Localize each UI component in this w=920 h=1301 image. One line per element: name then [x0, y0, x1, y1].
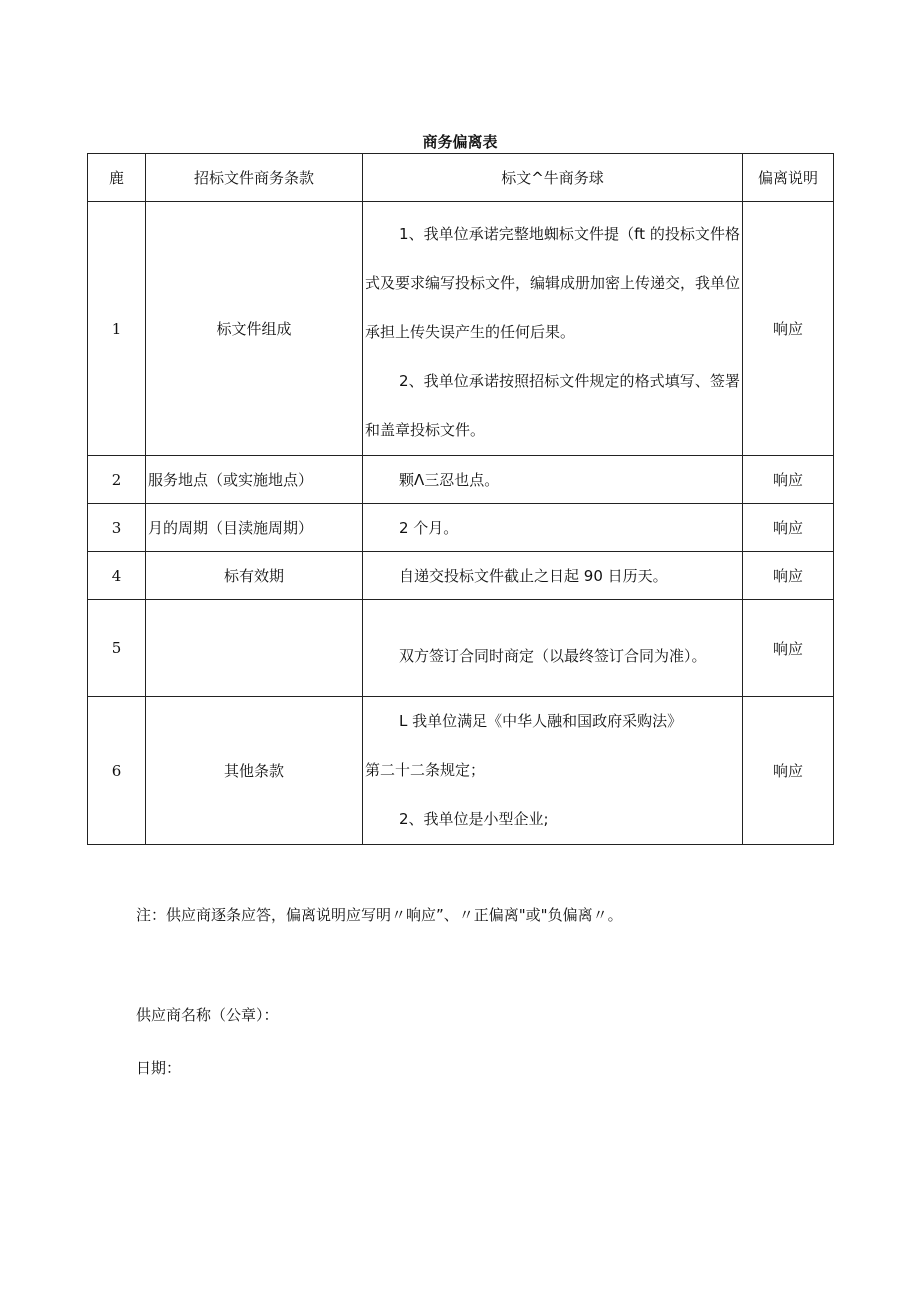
- row-item: 标文件组成: [146, 202, 363, 456]
- row-no: 1: [88, 202, 146, 456]
- row-item: [146, 600, 363, 697]
- row-no: 5: [88, 600, 146, 697]
- supplier-name-label: 供应商名称（公章）：: [136, 1006, 279, 1024]
- row-requirement: 自递交投标文件截止之日起 90 日历天。: [363, 552, 743, 600]
- row-deviation: 响应: [743, 697, 834, 845]
- header-requirement: 标文^牛商务球: [363, 154, 743, 202]
- table-row: [88, 697, 834, 845]
- row-no: 6: [88, 697, 146, 845]
- table-header-row: [88, 154, 834, 202]
- table-title: 商务偏离表: [422, 133, 498, 151]
- row-deviation: 响应: [743, 552, 834, 600]
- requirement-line: 1、我单位承诺完整地蜘标文件提（ft 的投标文件格式及要求编写投标文件，编辑成册加密上传递交，我单位承担上传失误产生的任何后果。: [365, 225, 741, 341]
- table-row: [88, 552, 834, 600]
- row-deviation: 响应: [743, 504, 834, 552]
- date-label: 日期：: [136, 1059, 182, 1077]
- table-row: [88, 202, 834, 456]
- header-no: 鹿: [88, 154, 146, 202]
- requirement-line: L 我单位满足《中华人融和国政府采购法》: [399, 712, 683, 730]
- row-no: 2: [88, 456, 146, 504]
- header-item: 招标文件商务条款: [146, 154, 363, 202]
- commercial-deviation-table: [87, 153, 834, 845]
- row-deviation: 响应: [743, 600, 834, 697]
- requirement-line: 第二十二条规定；: [365, 761, 486, 779]
- row-requirement: 双方签订合同时商定（以最终签订合同为准）。: [363, 600, 743, 697]
- row-deviation: 响应: [743, 456, 834, 504]
- table-row: [88, 456, 834, 504]
- row-requirement: 2 个月。: [363, 504, 743, 552]
- row-item: 标有效期: [146, 552, 363, 600]
- header-deviation: 偏离说明: [743, 154, 834, 202]
- row-deviation: 响应: [743, 202, 834, 456]
- table-row: [88, 600, 834, 697]
- row-item: 服务地点（或实施地点）: [146, 456, 363, 504]
- row-requirement: 颗Λ三忍也点。: [363, 456, 743, 504]
- row-item: 其他条款: [146, 697, 363, 845]
- table-row: [88, 504, 834, 552]
- requirement-line: 2、我单位是小型企业;: [399, 810, 549, 828]
- row-requirement: [363, 202, 743, 456]
- row-no: 3: [88, 504, 146, 552]
- row-item: 月的周期（目渎施周期）: [146, 504, 363, 552]
- row-no: 4: [88, 552, 146, 600]
- row-requirement: [363, 697, 743, 845]
- requirement-line: 2、我单位承诺按照招标文件规定的格式填写、签署和盖章投标文件。: [365, 372, 740, 439]
- table-note: 注：供应商逐条应答，偏离说明应写明〃响应”、〃正偏离"或"负偏离〃。: [136, 906, 623, 924]
